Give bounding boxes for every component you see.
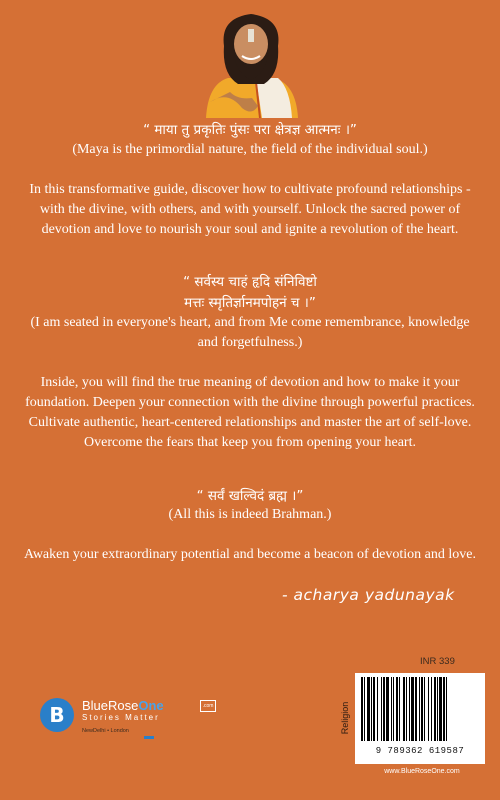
barcode-bar bbox=[403, 677, 405, 741]
barcode-bar bbox=[446, 677, 447, 741]
barcode-bar bbox=[411, 677, 414, 741]
barcode-bar bbox=[399, 677, 400, 741]
barcode-bar bbox=[419, 677, 420, 741]
publisher-tagline: Stories Matter bbox=[82, 713, 160, 722]
paragraph-inside: Inside, you will find the true meaning of devotion and how to make it your foundation. Deepen your connection with the divine through powerful practices. Cultivate authentic, heart-centered relationships and master the art of self-love. Overcome the fears that keep you from opening your heart. bbox=[25, 375, 475, 450]
barcode-bar bbox=[383, 677, 385, 741]
paragraph-intro: In this transformative guide, discover how to cultivate profound relationships - with the divine, with others, and with yourself. Unlock the sacred power of devotion and love to nourish your soul and ignite a revolution of the heart. bbox=[29, 182, 471, 237]
publisher-cities: NewDelhi • London bbox=[82, 728, 129, 734]
barcode-bar bbox=[364, 677, 365, 741]
barcode bbox=[355, 673, 485, 764]
barcode-bar bbox=[393, 677, 394, 741]
barcode-bar bbox=[424, 677, 425, 741]
quote2-translation: (I am seated in everyone's heart, and from Me come remembrance, knowledge and forgetfulness.) bbox=[30, 315, 470, 350]
barcode-bar bbox=[396, 677, 398, 741]
quote3-translation: (All this is indeed Brahman.) bbox=[168, 507, 332, 522]
publisher-name bbox=[82, 698, 164, 713]
quote2-sanskrit-line2: मत्तः स्मृतिर्ज्ञानमपोहनं च ।” bbox=[184, 295, 316, 311]
quote1-sanskrit: “ माया तु प्रकृतिः पुंसः परा क्षेत्रज्ञ आत्मनः ।” bbox=[143, 122, 357, 138]
barcode-bar bbox=[409, 677, 410, 741]
publisher-domain-badge: .com bbox=[200, 700, 216, 712]
publisher-website: www.BlueRoseOne.com bbox=[384, 768, 460, 775]
author-portrait bbox=[198, 4, 304, 118]
barcode-bar bbox=[439, 677, 442, 741]
barcode-bar bbox=[421, 677, 423, 741]
publisher-name-main: BlueRose bbox=[82, 698, 139, 713]
barcode-bar bbox=[415, 677, 417, 741]
barcode-bar bbox=[361, 677, 363, 741]
barcode-bar bbox=[431, 677, 432, 741]
publisher-name-one: One bbox=[138, 698, 164, 713]
barcode-bar bbox=[391, 677, 392, 741]
publisher-logo bbox=[40, 696, 240, 746]
barcode-bar bbox=[406, 677, 407, 741]
isbn-number: 9 789362 619587 bbox=[375, 746, 465, 756]
logo-letter: B bbox=[49, 703, 65, 727]
barcode-bar bbox=[377, 677, 378, 741]
barcode-bars-icon bbox=[359, 677, 481, 743]
price-label: INR 339 bbox=[420, 656, 455, 667]
author-signature: - acharya yadunayak bbox=[282, 586, 455, 604]
closing-paragraph: Awaken your extraordinary potential and become a beacon of devotion and love. bbox=[24, 547, 476, 562]
quote3-sanskrit: “ सर्वं खल्विदं ब्रह्म ।” bbox=[196, 488, 304, 504]
barcode-bar bbox=[367, 677, 370, 741]
logo-flag-icon bbox=[144, 736, 154, 739]
barcode-bar bbox=[434, 677, 436, 741]
barcode-bar bbox=[443, 677, 445, 741]
quote1-translation: (Maya is the primordial nature, the field of the individual soul.) bbox=[72, 142, 428, 157]
barcode-bar bbox=[381, 677, 382, 741]
quote2-sanskrit-line1: “ सर्वस्य चाहं हृदि संनिविष्टो bbox=[183, 274, 317, 290]
category-label: Religion bbox=[340, 701, 350, 735]
barcode-bar bbox=[386, 677, 389, 741]
barcode-bar bbox=[373, 677, 375, 741]
barcode-bar bbox=[437, 677, 438, 741]
barcode-bar bbox=[371, 677, 372, 741]
barcode-bar bbox=[428, 677, 429, 741]
